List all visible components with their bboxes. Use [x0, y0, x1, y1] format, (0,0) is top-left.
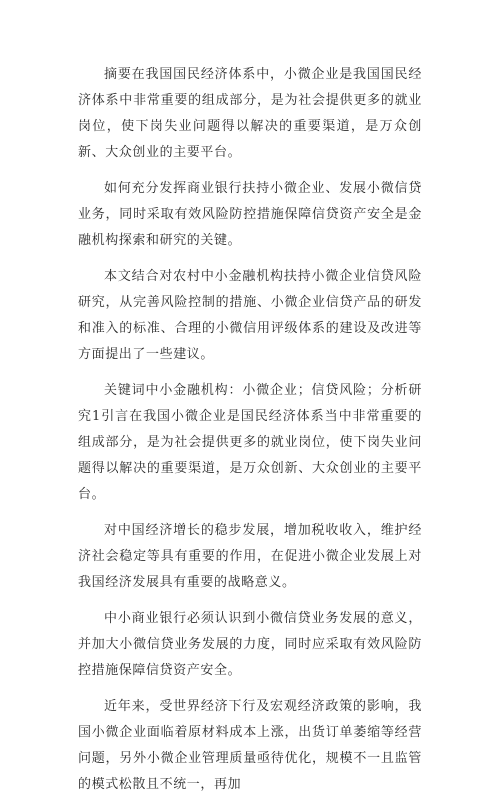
paragraph-bank-duty: 中小商业银行必须认识到小微信贷业务发展的意义，并加大小微信贷业务发展的力度，同时应采取有效风险防控措施保障信贷资产安全。: [78, 611, 422, 678]
paragraph-recent-years: 近年来，受世界经济下行及宏观经济政策的影响，我国小微企业面临着原材料成本上涨，出货订单萎缩等经营问题，另外小微企业管理质量亟待优化，规模不一且监管的模式松散且不统一，再加: [78, 699, 422, 792]
paragraph-abstract: 摘要在我国国民经济体系中，小微企业是我国国民经济体系中非常重要的组成部分，是为社会提供更多的就业岗位，使下岗失业问题得以解决的重要渠道，是万众创新、大众创业的主要平台。: [78, 67, 422, 160]
paragraph-key-question: 如何充分发挥商业银行扶持小微企业、发展小微信贷业务，同时采取有效风险防控措施保障信贷资产安全是金融机构探索和研究的关键。: [78, 181, 422, 248]
document-body: [78, 62, 422, 808]
paragraph-keywords-intro: 关键词中小金融机构：小微企业；信贷风险；分析研究1引言在我国小微企业是国民经济体系当中非常重要的组成部分，是为社会提供更多的就业岗位，使下岗失业问题得以解决的重要渠道，是万众创新、大众创业的主要平台。: [78, 383, 422, 502]
paragraph-study-summary: 本文结合对农村中小金融机构扶持小微企业信贷风险研究，从完善风险控制的措施、小微企业信贷产品的研发和准入的标准、合理的小微信用评级体系的建设及改进等方面提出了一些建议。: [78, 269, 422, 362]
paragraph-economic-role: 对中国经济增长的稳步发展，增加税收收入，维护经济社会稳定等具有重要的作用，在促进小微企业发展上对我国经济发展具有重要的战略意义。: [78, 523, 422, 590]
